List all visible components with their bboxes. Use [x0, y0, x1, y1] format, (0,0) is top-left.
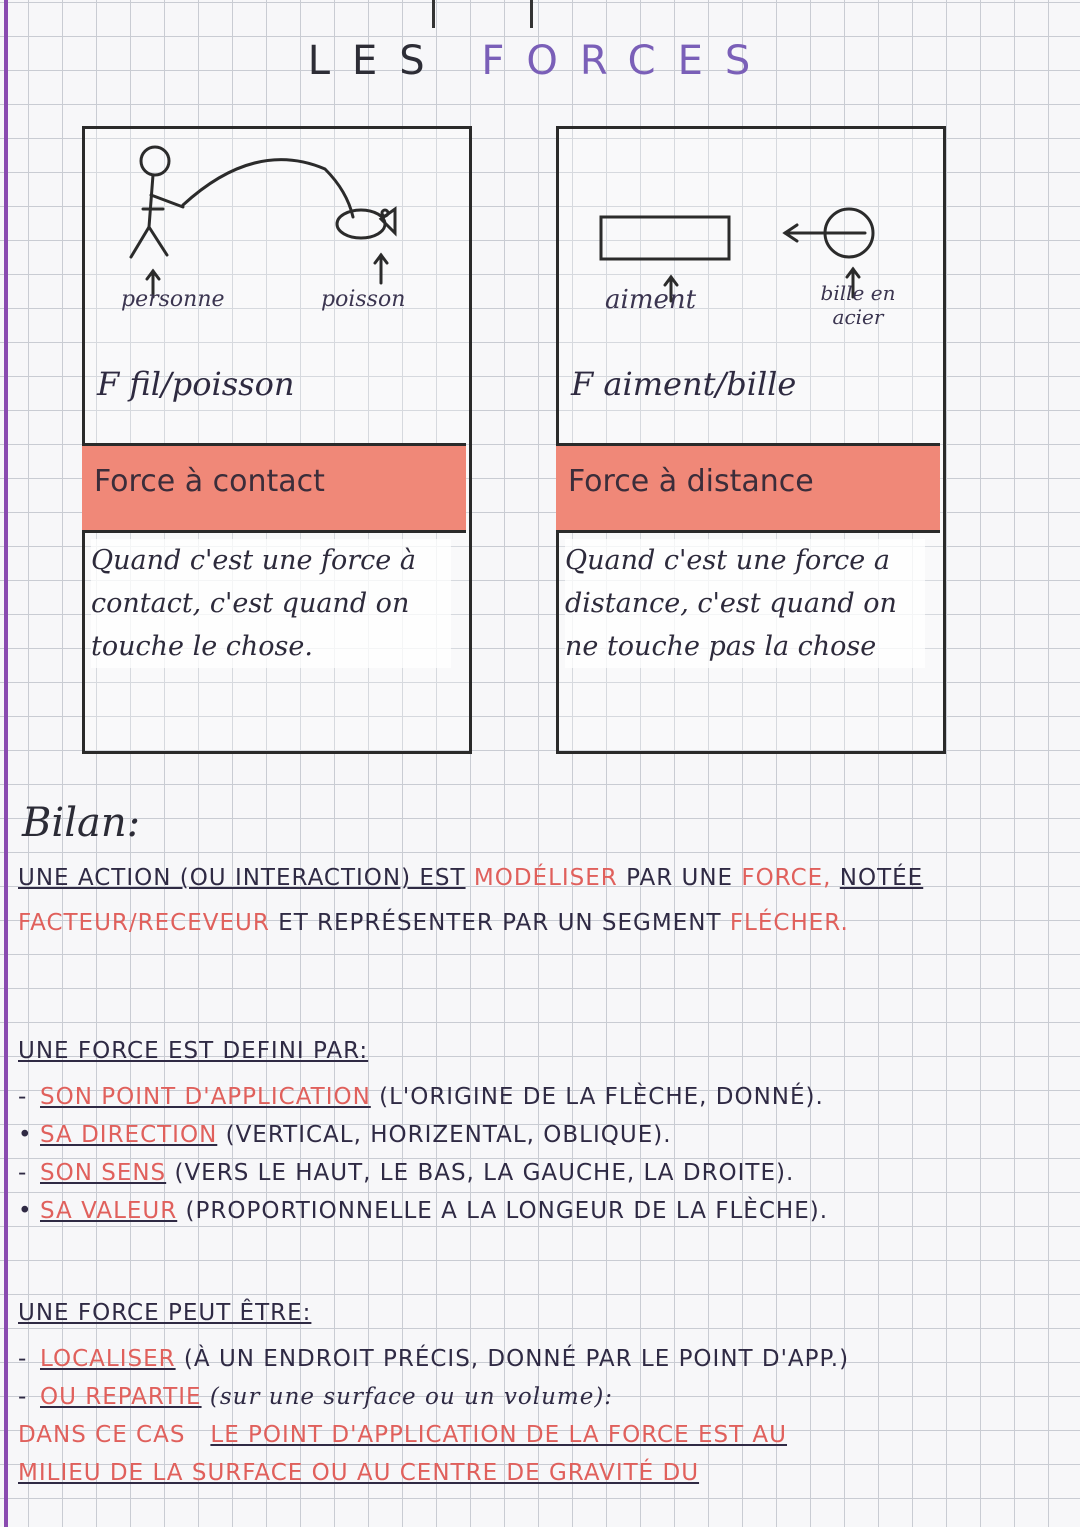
defined-intro-text: UNE FORCE EST DEFINI PAR:: [18, 1038, 369, 1064]
list-item: • SA VALEUR (PROPORTIONNELLE A LA LONGEUR DE LA FLÈCHE).: [18, 1198, 829, 1224]
list-item-key: SON POINT D'APPLICATION: [40, 1084, 371, 1110]
label-personne: personne: [121, 287, 225, 312]
page-title: [0, 38, 1080, 84]
bilan-text: NOTÉE: [839, 865, 924, 891]
case-detail: LE POINT D'APPLICATION DE LA FORCE EST AU: [210, 1422, 788, 1448]
list-item-key: SON SENS: [40, 1160, 167, 1186]
list-item-key: LOCALISER: [40, 1346, 176, 1372]
defined-list: [18, 1078, 1068, 1230]
list-item-detail: (VERS LE HAUT, LE BAS, LA GAUCHE, LA DROITE).: [174, 1160, 795, 1186]
label-aiment: aiment: [605, 285, 697, 315]
case-line: [18, 1416, 1073, 1454]
top-tick-mark: [530, 0, 533, 28]
margin-line: [4, 0, 8, 1527]
list-item-key: SA VALEUR: [40, 1198, 178, 1224]
category-band: [82, 443, 466, 533]
list-item: - OU REPARTIE (sur une surface ou un volume):: [18, 1384, 614, 1410]
bilan-paragraph: [18, 856, 1058, 946]
last-line-text: MILIEU DE LA SURFACE OU AU CENTRE DE GRAVITÉ DU: [18, 1460, 700, 1486]
list-item-key: OU REPARTIE: [40, 1384, 202, 1410]
category-label: Force à distance: [568, 464, 814, 499]
list-item: - LOCALISER (À UN ENDROIT PRÉCIS, DONNÉ PAR LE POINT D'APP.): [18, 1346, 850, 1372]
bilan-text-highlight: MODÉLISER: [473, 865, 618, 891]
top-tick-mark: [432, 0, 435, 28]
distance-force-box: [556, 126, 946, 754]
force-formula: F aiment/bille: [571, 365, 797, 403]
case-lead: DANS CE CAS: [18, 1422, 186, 1448]
description-text: Quand c'est une force à contact, c'est quand on touche le chose.: [91, 539, 451, 668]
list-item: - SON SENS (VERS LE HAUT, LE BAS, LA GAUCHE, LA DROITE).: [18, 1160, 795, 1186]
list-item-detail: (sur une surface ou un volume):: [209, 1384, 614, 1410]
title-word-les: LES: [307, 38, 447, 84]
title-word-forces: FORCES: [481, 38, 773, 84]
list-item-detail: (VERTICAL, HORIZENTAL, OBLIQUE).: [225, 1122, 672, 1148]
bilan-text: PAR UNE: [626, 865, 734, 891]
contact-force-box: [82, 126, 472, 754]
bilan-text: ET REPRÉSENTER PAR UN SEGMENT: [278, 910, 722, 936]
bilan-text-highlight: FORCE,: [741, 865, 832, 891]
list-item: • SA DIRECTION (VERTICAL, HORIZENTAL, OBLIQUE).: [18, 1122, 672, 1148]
bilan-text: UNE ACTION (OU INTERACTION) EST: [18, 865, 466, 891]
list-item-detail: (À UN ENDROIT PRÉCIS, DONNÉ PAR LE POINT D'APP.): [183, 1346, 850, 1372]
label-poisson: poisson: [321, 287, 406, 312]
can-be-list: [18, 1340, 1073, 1492]
magnet-shape: [601, 217, 729, 259]
can-be-intro: [18, 1300, 311, 1326]
can-be-intro-text: UNE FORCE PEUT ÊTRE:: [18, 1300, 312, 1326]
label-bille-en-acier: bille en acier: [820, 281, 896, 329]
defined-intro: [18, 1038, 368, 1064]
last-line: [18, 1454, 1073, 1492]
list-item-key: SA DIRECTION: [40, 1122, 218, 1148]
category-label: Force à contact: [94, 464, 325, 499]
list-item-detail: (PROPORTIONNELLE A LA LONGEUR DE LA FLÈCHE).: [185, 1198, 829, 1224]
category-band: [556, 443, 940, 533]
list-item: - SON POINT D'APPLICATION (L'ORIGINE DE LA FLÈCHE, DONNÉ).: [18, 1084, 824, 1110]
bilan-text-highlight: FLÉCHER.: [729, 910, 849, 936]
force-formula: F fil/poisson: [97, 365, 295, 403]
bilan-heading: Bilan:: [22, 800, 141, 846]
bilan-text-highlight: FACTEUR/RECEVEUR: [18, 910, 270, 936]
description-text: Quand c'est une force a distance, c'est quand on ne touche pas la chose: [565, 539, 925, 668]
list-item-detail: (L'ORIGINE DE LA FLÈCHE, DONNÉ).: [379, 1084, 824, 1110]
person-head: [141, 147, 169, 175]
